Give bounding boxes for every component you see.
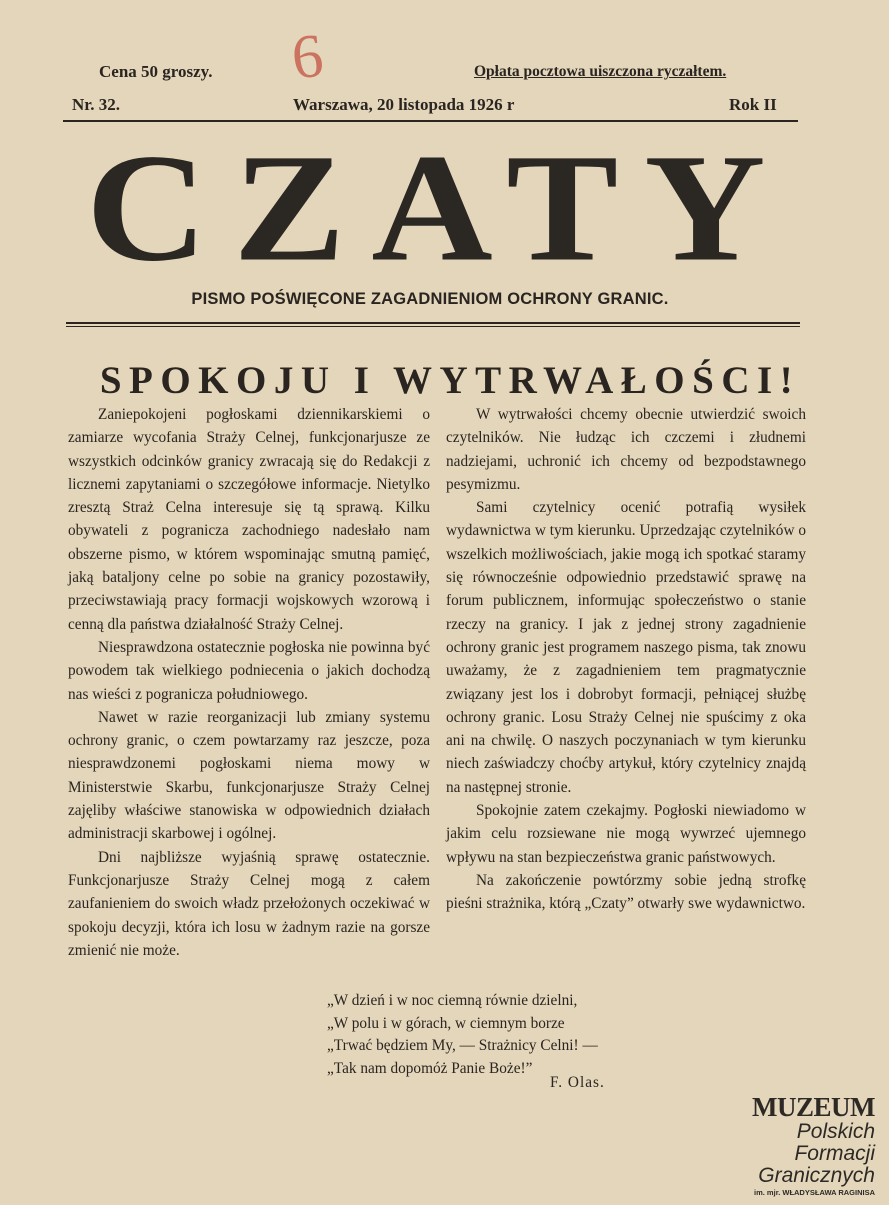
logo-line: Granicznych	[758, 1164, 875, 1187]
paragraph: Niesprawdzona ostatecznie pogłoska nie powinna być powodem tak wielkiego podniecenia o jakich dochodzą nas wieści z pogranicza południowego.	[68, 638, 430, 703]
poem-line: „W dzień i w noc ciemną równie dzielni,	[327, 992, 578, 1009]
paragraph: Nawet w razie reorganizacji lub zmiany systemu ochrony granic, o czem powtarzamy raz jeszcze, poza niesprawdzonemi pogłoskami niema mowy w Ministerstwie Skarbu, funkcjonarjusze Straży Celnej zajęliby właściwe stanowiska w odpowiednich działach administracji skarbowej i ogólnej.	[68, 708, 430, 843]
price-label: Cena 50 groszy.	[99, 62, 213, 81]
paragraph: Na zakończenie powtórzmy sobie jedną strofkę pieśni strażnika, którą „Czaty” otwarły swe wydawnictwo.	[446, 871, 806, 913]
paragraph: Spokojnie zatem czekajmy. Pogłoski niewiadomo w jakim celu rozsiewane nie mogą wywrzeć ujemnego wpływu na stan bezpieczeństwa granic państwowych.	[446, 802, 806, 866]
article-right-column	[446, 403, 806, 916]
place-date: Warszawa, 20 listopada 1926 r	[293, 95, 515, 114]
year-label: Rok II	[729, 95, 777, 114]
logo-line: Polskich	[796, 1120, 875, 1143]
poem-line: „Trwać będziem My, — Strażnicy Celni! —	[327, 1037, 598, 1054]
article-headline: SPOKOJU I WYTRWAŁOŚCI!	[99, 359, 801, 402]
paragraph: Dni najbliższe wyjaśnią sprawę ostatecznie. Funkcjonarjusze Straży Celnej mogą z całem zaufanieniem do swoich władz przełożonych oczekiwać w spokoju decyzji, która ich losu w żadnym razie na gorsze zmienić nie może.	[68, 848, 430, 959]
logo-line: im. mjr. WŁADYSŁAWA RAGINISA	[754, 1188, 875, 1197]
masthead-subtitle: PISMO POŚWIĘCONE ZAGADNIENIOM OCHRONY GRANIC.	[191, 290, 669, 308]
museum-logo	[735, 1093, 875, 1199]
paragraph: Zaniepokojeni pogłoskami dziennikarskiemi o zamiarze wycofania Straży Celnej, funkcjonarjusze ze wszystkich odcinków granicy zwracają się do Redakcji z licznemi zapytaniami o szczegółowe informacje. Nietylko zresztą Straż Celna interesuje się tą sprawą. Kilku obywateli z pogranicza zachodniego nadesłało nam obszerne pismo, w którem wspominając smutną pamięć, jaką bataljony celne po sobie na granicy pozostawiły, przeciwstawiają pracy formacji wojskowych wzorową i cenną dla państwa działalność Straży Celnej.	[68, 406, 430, 633]
masthead-rule-top	[66, 322, 800, 324]
logo-line: MUZEUM	[752, 1092, 875, 1122]
issue-number: Nr. 32.	[72, 95, 121, 114]
poem-line: „Tak nam dopomóż Panie Boże!”	[327, 1059, 533, 1077]
author-signature: F. Olas.	[550, 1074, 605, 1091]
masthead-title: CZATY	[86, 122, 792, 294]
paragraph: Sami czytelnicy ocenić potrafią wysiłek wydawnictwa w tym kierunku. Uprzedzając czytelników o wszelkich możliwościach, jakie mogą ich spotkać staramy się równocześnie odpowiednio przedstawić sprawę na forum publicznem, informując społeczeństwo o stanie rzeczy na granicy. I jak z jednej strony zagadnienie ochrony granic jest programem naszego pisma, tak znowu uważamy, że z zagadnieniem tem pragmatycznie związany jest los i dobrobyt formacji, pełniącej służbę ochrony granic. Losu Straży Celnej nie spuścimy z oka ani na chwilę. O naszych poczynaniach w tym kierunku niech zaświadczy choćby artykuł, który czytelnicy znajdą na następnej stronie.	[446, 499, 806, 796]
poem-stanza	[327, 990, 598, 1080]
poem-line: „W polu i w górach, w ciemnym borze	[327, 1014, 565, 1032]
handwritten-number: 6	[288, 21, 327, 93]
masthead-rule-bottom	[66, 326, 800, 327]
postage-note: Opłata pocztowa uiszczona ryczałtem.	[474, 63, 727, 80]
logo-line: Formacji	[794, 1142, 875, 1165]
paragraph: W wytrwałości chcemy obecnie utwierdzić swoich czytelników. Nie łudząc ich czczemi i złudnemi nadziejami, uchronić ich chcemy od bezpodstawnego pesymizmu.	[446, 406, 806, 493]
article-left-column	[68, 403, 430, 962]
